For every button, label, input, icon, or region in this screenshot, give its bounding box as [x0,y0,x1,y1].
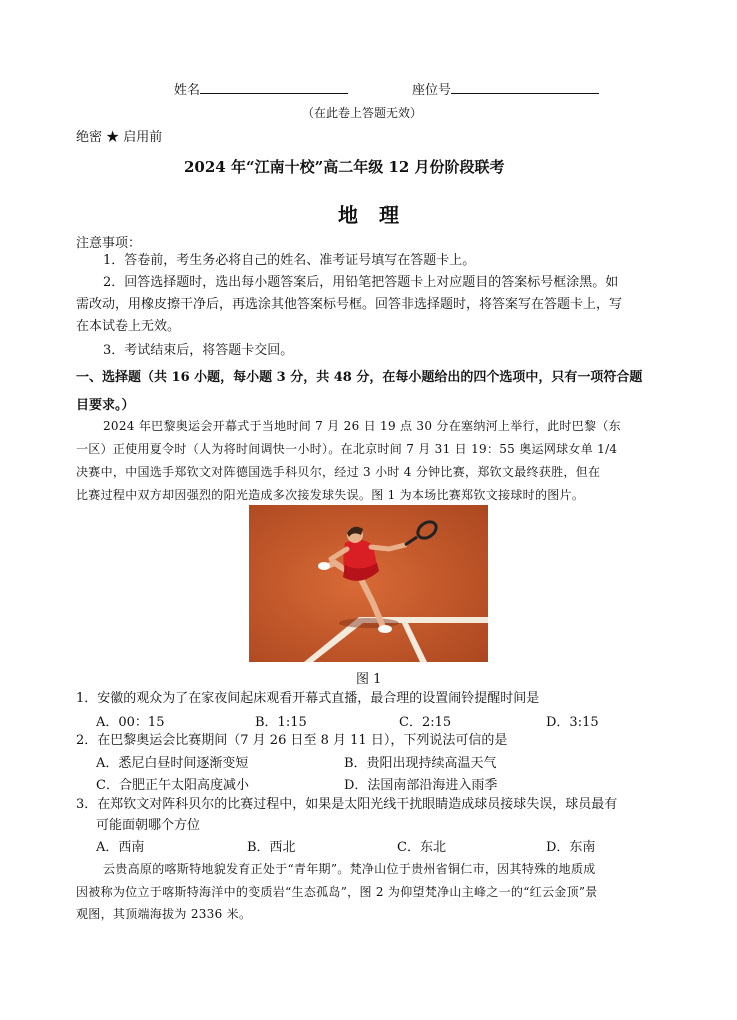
q3-option-b: B．西北 [247,840,296,855]
passage1-line-3: 决赛中，中国选手郑钦文对阵德国选手科贝尔，经过 3 小时 4 分钟比赛，郑钦文最终获胜，但在 [76,465,601,479]
passage1-line-4: 比赛过程中双方却因强烈的阳光造成多次接发球失误。图 1 为本场比赛郑钦文接球时的图片。 [76,488,585,502]
q1-option-c: C．2:15 [399,715,452,730]
invalid-note: （在此卷上答题无效） [302,106,423,120]
name-blank [200,81,348,94]
seat-blank [451,81,599,94]
secret-mark: 绝密 ★ 启用前 [76,130,163,145]
q1-stem: 1．安徽的观众为了在家夜间起床观看开幕式直播，最合理的设置闹铃提醒时间是 [76,691,540,706]
name-label: 姓名 [174,83,201,98]
section-heading-cont: 目要求。） [76,398,135,413]
q2-option-a: A．悉尼白昼时间逐渐变短 [96,756,249,771]
notice-item-3: 3．考试结束后，将答题卡交回。 [103,343,294,358]
q2-option-b: B．贵阳出现持续高温天气 [344,756,497,771]
q2-option-d: D．法国南部沿海进入雨季 [344,778,498,793]
q3-stem: 3．在郑钦文对阵科贝尔的比赛过程中，如果是太阳光线干扰眼睛造成球员接球失误，球员最有 [76,797,618,812]
passage2-line-1: 云贵高原的喀斯特地貌发育正处于“青年期”。梵净山位于贵州省铜仁市，因其特殊的地质成 [103,862,596,876]
figure1-caption: 图 1 [356,672,382,687]
notice-item-2-end: 在本试卷上无效。 [76,319,181,334]
name-field [174,79,348,98]
passage2-line-3: 观图，其顶端海拔为 2336 米。 [76,907,252,921]
q2-stem: 2．在巴黎奥运会比赛期间（7 月 26 日至 8 月 11 日），下列说法可信的是 [76,733,508,748]
passage1-line-1: 2024 年巴黎奥运会开幕式于当地时间 7 月 26 日 19 点 30 分在塞纳河上举行，此时巴黎（东 [103,419,621,433]
q1-option-a: A．00：15 [96,715,165,730]
q1-option-d: D．3:15 [546,715,599,730]
seat-label: 座位号 [412,83,452,98]
passage1-line-2: 一区）正使用夏令时（人为将时间调快一小时）。在北京时间 7 月 31 日 19：55 奥运网球女单 1/4 [76,442,618,456]
exam-title: 2024 年“江南十校”高二年级 12 月份阶段联考 [184,158,505,176]
passage2-line-2: 因被称为位立于喀斯特海洋中的变质岩“生态孤岛”，图 2 为仰望梵净山主峰之一的“红云金顶”景 [76,885,598,899]
q3-stem-cont: 可能面朝哪个方位 [96,818,201,833]
q3-option-c: C．东北 [397,840,446,855]
notice-item-2: 2．回答选择题时，选出每小题答案后，用铅笔把答题卡上对应题目的答案标号框涂黑。如 [103,275,619,290]
q3-option-a: A．西南 [96,840,145,855]
subject-title: 地 理 [338,203,399,227]
q1-option-b: B．1:15 [255,715,307,730]
notice-title: 注意事项： [76,236,142,251]
section-heading: 一、选择题（共 16 小题，每小题 3 分，共 48 分，在每小题给出的四个选项中，只有一项符合题 [76,370,643,385]
q3-option-d: D．东南 [546,840,596,855]
figure1-photo [249,505,488,662]
seat-field [412,79,599,98]
q2-option-c: C．合肥正午太阳高度减小 [96,778,249,793]
notice-item-1: 1．答卷前，考生务必将自己的姓名、准考证号填写在答题卡上。 [103,253,476,268]
notice-item-2-cont: 需改动，用橡皮擦干净后，再选涂其他答案标号框。回答非选择题时，将答案写在答题卡上，写 [76,297,623,312]
